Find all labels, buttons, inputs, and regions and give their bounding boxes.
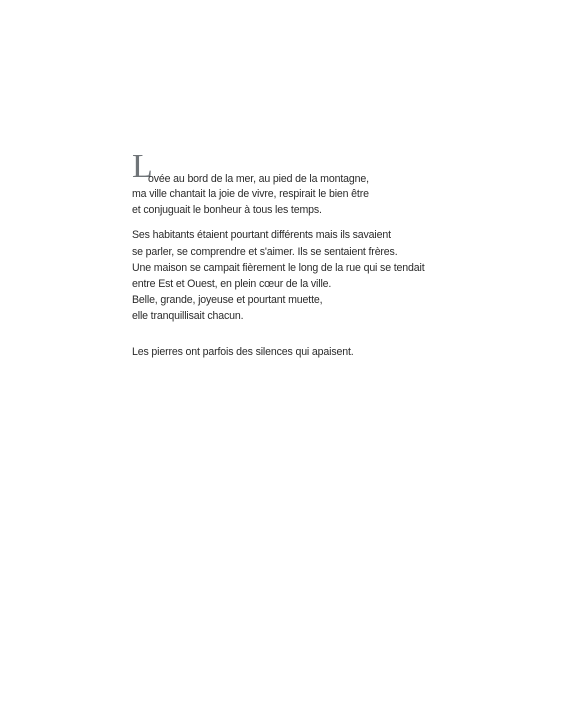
closing-line: Les pierres ont parfois des silences qui apaisent. <box>132 345 354 358</box>
poem-text <box>132 148 452 360</box>
stanza-2-line-6: elle tranquillisait chacun. <box>132 310 244 323</box>
paragraph-gap <box>132 218 452 227</box>
stanza-2-line-1: Ses habitants étaient pourtant différents mais ils savaient <box>132 229 391 242</box>
stanza-2-line-4: entre Est et Ouest, en plein cœur de la ville. <box>132 278 332 291</box>
stanza-2-line-2: se parler, se comprendre et s'aimer. Ils se sentaient frères. <box>132 245 398 258</box>
stanza-1-line-1 <box>132 148 452 186</box>
stanza-1-line-3: et conjuguait le bonheur à tous les temps. <box>132 204 322 217</box>
stanza-1-line-2: ma ville chantait la joie de vivre, respirait le bien être <box>132 188 369 200</box>
drop-cap: L <box>132 148 153 185</box>
stanza-1-line-1-text: ovée au bord de la mer, au pied de la montagne, <box>148 173 369 185</box>
paragraph-gap <box>132 325 452 344</box>
stanza-2-line-5: Belle, grande, joyeuse et pourtant muette, <box>132 294 323 307</box>
stanza-2-line-3: Une maison se campait fièrement le long de la rue qui se tendait <box>132 261 425 274</box>
